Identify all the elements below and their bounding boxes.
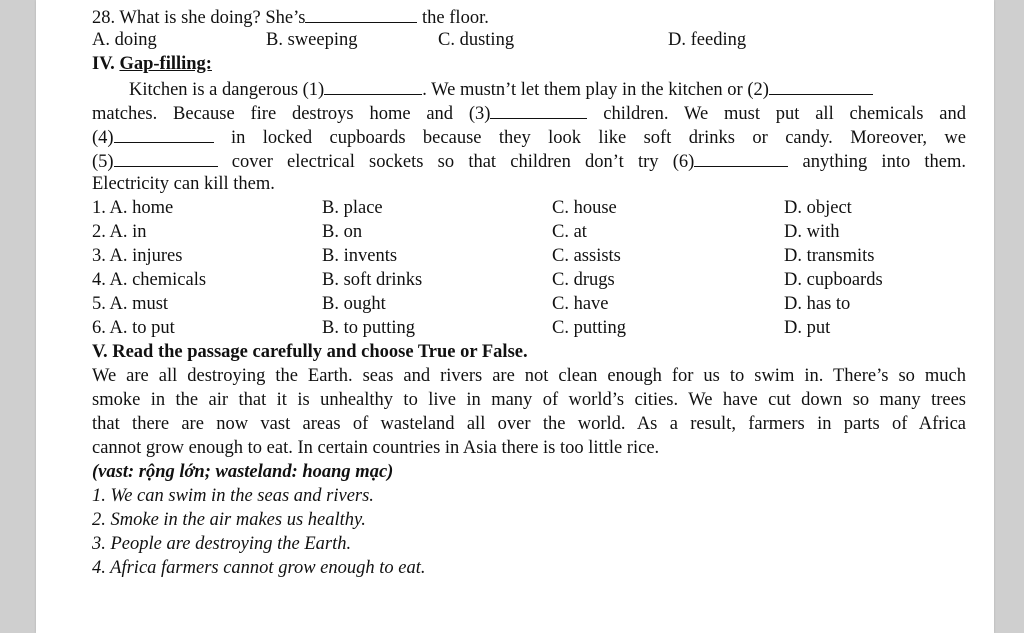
section-4-title: Gap-filling: <box>119 54 212 74</box>
gap-1[interactable] <box>324 76 422 95</box>
reading-line-4: cannot grow enough to eat. In certain countries in Asia there is too little rice. <box>92 438 660 458</box>
section-4-heading <box>92 52 966 76</box>
gap-5[interactable] <box>114 148 218 167</box>
document-page <box>36 0 994 633</box>
choice-5-a[interactable]: 5. A. must <box>92 294 169 314</box>
choice-2-a[interactable]: 2. A. in <box>92 222 147 242</box>
choice-2-d[interactable]: D. with <box>784 222 840 242</box>
passage-line-3 <box>92 124 966 148</box>
choice-row <box>92 244 966 268</box>
choice-5-c[interactable]: C. have <box>552 294 609 314</box>
choice-3-a[interactable]: 3. A. injures <box>92 246 183 266</box>
choice-5-b[interactable]: B. ought <box>322 294 386 314</box>
gap-6[interactable] <box>694 148 788 167</box>
choice-2-c[interactable]: C. at <box>552 222 587 242</box>
statement-4[interactable]: 4. Africa farmers cannot grow enough to eat. <box>92 558 426 578</box>
passage-line-5 <box>92 172 966 196</box>
q28-prompt-after: the floor. <box>422 8 489 28</box>
choice-1-b[interactable]: B. place <box>322 198 383 218</box>
passage-text: in locked cupboards because they look like soft drinks or candy. Moreover, we <box>230 128 966 148</box>
choice-3-c[interactable]: C. assists <box>552 246 621 266</box>
statement-3[interactable]: 3. People are destroying the Earth. <box>92 534 352 554</box>
reading-line-3: that there are now vast areas of wasteland all over the world. As a result, farmers in parts of Africa <box>92 414 966 434</box>
section-5-heading: V. Read the passage carefully and choose True or False. <box>92 342 528 362</box>
choice-1-c[interactable]: C. house <box>552 198 617 218</box>
q28-blank[interactable] <box>305 4 417 23</box>
choice-row <box>92 316 966 340</box>
q28-prompt-before: 28. What is she doing? She’s <box>92 8 306 28</box>
passage-text: anything into them. <box>802 152 967 172</box>
choice-3-b[interactable]: B. invents <box>322 246 398 266</box>
choice-4-d[interactable]: D. cupboards <box>784 270 883 290</box>
q28-option-d[interactable]: D. feeding <box>668 30 747 50</box>
reading-line-1: We are all destroying the Earth. seas and rivers are not clean enough for us to swim in. There’s so much <box>92 366 966 386</box>
choice-1-d[interactable]: D. object <box>784 198 852 218</box>
passage-text: Kitchen is a dangerous (1) <box>129 80 325 100</box>
choice-1-a[interactable]: 1. A. home <box>92 198 174 218</box>
passage-line-1 <box>92 76 966 100</box>
passage-text: matches. Because fire destroys home and (3) <box>92 104 491 124</box>
choice-4-a[interactable]: 4. A. chemicals <box>92 270 207 290</box>
statement-2[interactable]: 2. Smoke in the air makes us healthy. <box>92 510 366 530</box>
choice-4-b[interactable]: B. soft drinks <box>322 270 423 290</box>
q28-option-c[interactable]: C. dusting <box>438 30 515 50</box>
choice-2-b[interactable]: B. on <box>322 222 363 242</box>
passage-text: children. We must put all chemicals and <box>603 104 966 124</box>
choice-4-c[interactable]: C. drugs <box>552 270 615 290</box>
statement-1[interactable]: 1. We can swim in the seas and rivers. <box>92 486 374 506</box>
reading-line-2: smoke in the air that it is unhealthy to live in many of world’s cities. We have cut down so many trees <box>92 390 966 410</box>
choice-6-d[interactable]: D. put <box>784 318 831 338</box>
gap-4[interactable] <box>114 124 214 143</box>
worksheet-content <box>92 4 966 580</box>
q28-option-a[interactable]: A. doing <box>92 30 157 50</box>
choice-6-b[interactable]: B. to putting <box>322 318 416 338</box>
passage-line-4 <box>92 148 966 172</box>
gap-3[interactable] <box>490 100 587 119</box>
gap-2[interactable] <box>769 76 873 95</box>
passage-text: (5) <box>92 152 114 172</box>
passage-text: . We mustn’t let them play in the kitchen or (2) <box>422 80 769 100</box>
choice-row <box>92 268 966 292</box>
passage-text: (4) <box>92 128 114 148</box>
passage-text: Electricity can kill them. <box>92 174 275 194</box>
passage-text: cover electrical sockets so that children don’t try (6) <box>231 152 695 172</box>
section-4-number: IV. <box>92 54 115 74</box>
choice-6-a[interactable]: 6. A. to put <box>92 318 175 338</box>
choice-3-d[interactable]: D. transmits <box>784 246 875 266</box>
choice-5-d[interactable]: D. has to <box>784 294 851 314</box>
question-28 <box>92 4 966 28</box>
choice-row <box>92 196 966 220</box>
glossary: (vast: rộng lớn; wasteland: hoang mạc) <box>92 462 394 482</box>
q28-options <box>92 28 966 52</box>
choice-6-c[interactable]: C. putting <box>552 318 627 338</box>
choice-row <box>92 292 966 316</box>
choice-row <box>92 220 966 244</box>
q28-option-b[interactable]: B. sweeping <box>266 30 358 50</box>
passage-line-2 <box>92 100 966 124</box>
